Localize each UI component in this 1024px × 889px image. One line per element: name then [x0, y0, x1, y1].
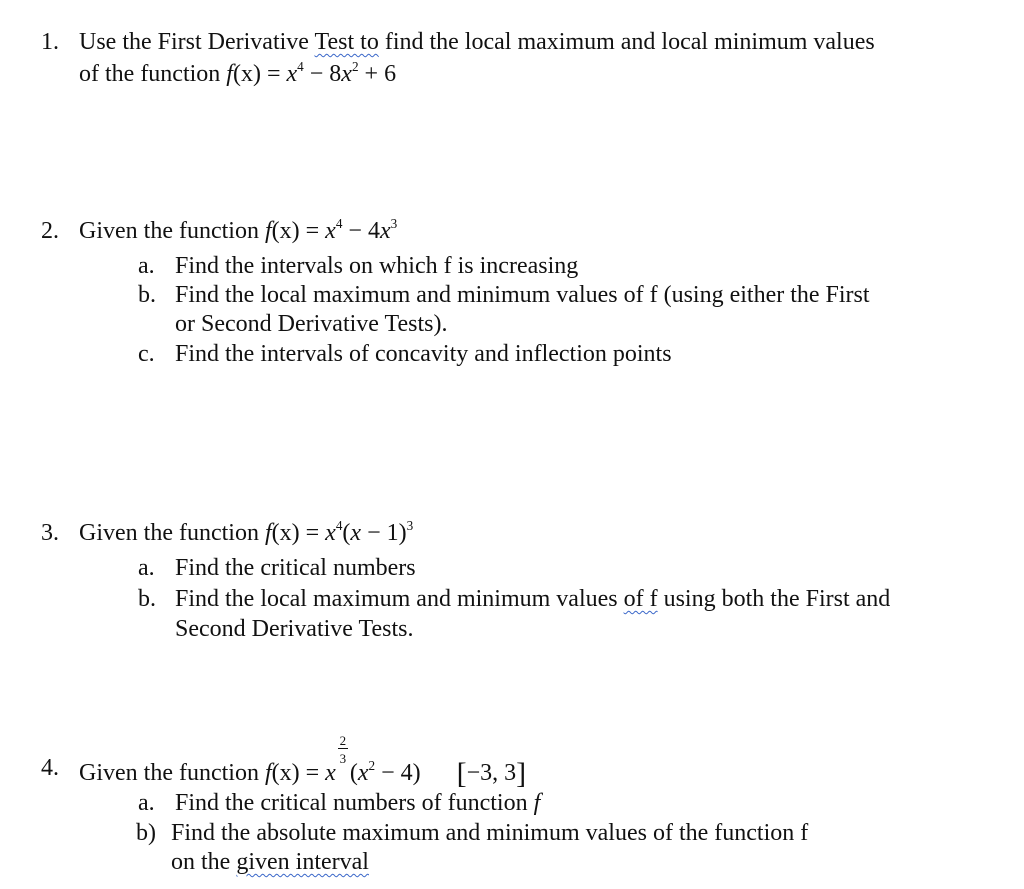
part-label: a.: [138, 253, 155, 279]
grammar-flag: given interval: [236, 849, 369, 875]
function-expression: $f(x) = x^4 - 8x^2 + 6$: [226, 59, 397, 87]
question-text: Given the function f(x) = x $\frac{2}{3}$ $(x^2 - 4)$ [−3, 3]: [79, 733, 527, 790]
fraction-exponent: $\frac{2}{3}$: [339, 733, 347, 766]
question-text: Use the First Derivative Test to find the local maximum and local minimum values: [79, 29, 875, 55]
part-label: a.: [138, 790, 155, 816]
part-text: Find the absolute maximum and minimum values of the function f: [171, 820, 809, 846]
question-text-line2: of the function $f(x) = x^4 - 8x^2 + 6$: [79, 59, 397, 87]
part-text: Find the critical numbers of function f: [175, 790, 541, 816]
part-text-line2: or Second Derivative Tests).: [175, 311, 448, 337]
part-label: b.: [138, 586, 156, 612]
part-label: a.: [138, 555, 155, 581]
function-expression: f(x) = x $\frac{2}{3}$ $(x^2 - 4)$: [264, 733, 421, 786]
grammar-flag: Test to: [314, 29, 379, 55]
part-text: Find the local maximum and minimum values of f (using either the First: [175, 282, 870, 308]
part-text-line2: on the given interval: [171, 849, 369, 875]
function-expression: $f(x) = x^4(x - 1)^3$: [264, 518, 414, 546]
interval: [−3, 3]: [456, 757, 527, 790]
grammar-flag: of f: [623, 586, 658, 612]
part-text: Find the intervals on which f is increasing: [175, 253, 579, 279]
part-label: b): [136, 820, 156, 846]
part-text: Find the intervals of concavity and inflection points: [175, 341, 672, 367]
question-number: 2.: [41, 218, 59, 244]
question-text: Given the function $f(x) = x^4(x - 1)^3$: [79, 518, 414, 546]
question-number: 4.: [41, 755, 59, 781]
part-label: c.: [138, 341, 155, 367]
part-text: Find the local maximum and minimum values of f using both the First and: [175, 586, 891, 612]
part-label: b.: [138, 282, 156, 308]
question-number: 3.: [41, 520, 59, 546]
part-text: Find the critical numbers: [175, 555, 416, 581]
function-expression: $f(x) = x^4 - 4x^3$: [264, 216, 398, 244]
question-number: 1.: [41, 29, 59, 55]
part-text-line2: Second Derivative Tests.: [175, 616, 414, 642]
question-text: Given the function $f(x) = x^4 - 4x^3$: [79, 216, 398, 244]
